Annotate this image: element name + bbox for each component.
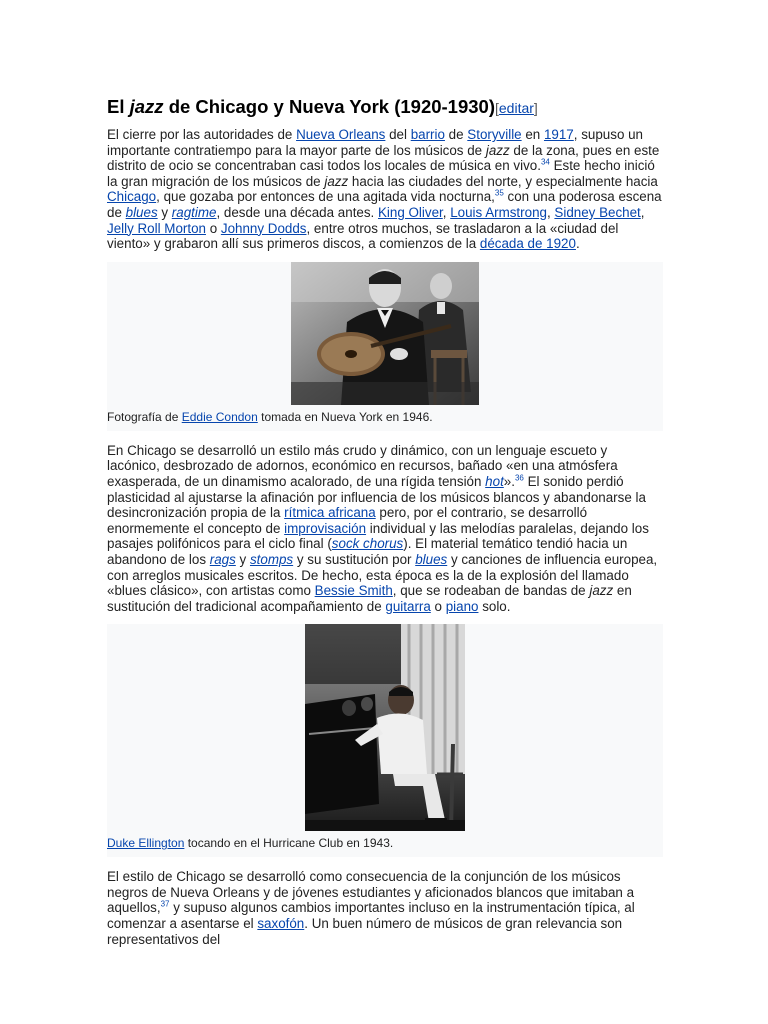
- article-section: [107, 94, 663, 947]
- link-blues[interactable]: blues: [125, 204, 158, 220]
- photo-pianist-icon[interactable]: [305, 624, 465, 831]
- link-piano[interactable]: piano: [445, 598, 479, 614]
- link-sock-chorus[interactable]: sock chorus: [331, 536, 404, 552]
- link-improvisacion[interactable]: improvisación: [284, 520, 367, 536]
- photo-guitarist-icon[interactable]: [291, 262, 479, 405]
- ref-34[interactable]: 34: [540, 157, 550, 167]
- link-barrio[interactable]: barrio: [410, 127, 445, 142]
- edit-link[interactable]: editar: [498, 100, 534, 116]
- link-blues-2[interactable]: blues: [415, 551, 448, 567]
- link-eddie-condon[interactable]: Eddie Condon: [181, 409, 258, 424]
- paragraph-1: El cierre por las autoridades de Nueva Orleans del barrio de Storyville en 1917, supuso un importante contratiempo para la mayor parte de los músicos de jazz de la zona, pues en este distrito de ocio se concentraban casi todos los locales de música en vivo.$^{34}$ Este hecho inició la gran migración de los músicos de jazz hacia las ciudades del norte, y especialmente hacia Chicago, que gozaba por entonces de una agitada vida nocturna,$^{35}$ con una poderosa escena de blues y ragtime, desde una década antes. King Oliver, Louis Armstrong, Sidney Bechet, Jelly Roll Morton o Johnny Dodds, entre otros muchos, se trasladaron a la «ciudad del viento» y grabaron allí sus primeros discos, a comienzos de la década de 1920.: [107, 127, 662, 252]
- paragraph-3: El estilo de Chicago se desarrolló como consecuencia de la conjunción de los músicos negros de Nueva Orleans y de jóvenes estudiantes y aficionados blancos que imitaban a aquellos,$^{37}$ y supuso algunos cambios importantes incluso en la instrumentación típica, al comenzar a asentarse el saxofón. Un buen número de músicos de gran relevancia son representativos del: [107, 869, 635, 947]
- link-chicago[interactable]: Chicago: [107, 189, 157, 205]
- link-saxofon[interactable]: saxofón: [257, 916, 305, 932]
- heading-text-rest: de Chicago y Nueva York (1920-1930): [163, 96, 495, 117]
- heading-text: El: [107, 96, 130, 117]
- link-ritmica-africana[interactable]: rítmica africana: [284, 505, 376, 521]
- figure-eddie-condon: [107, 262, 663, 431]
- link-ragtime[interactable]: ragtime: [171, 204, 217, 220]
- figure-caption: Duke Ellington tocando en el Hurricane Club en 1943.: [107, 836, 394, 851]
- ref-37[interactable]: 37: [160, 900, 170, 909]
- edit-section: [495, 100, 538, 116]
- link-nueva-orleans[interactable]: Nueva Orleans: [296, 127, 386, 142]
- link-johnny-dodds[interactable]: Johnny Dodds: [220, 220, 307, 236]
- link-jelly-roll-morton[interactable]: Jelly Roll Morton: [107, 220, 206, 236]
- ref-36[interactable]: 36: [514, 473, 524, 483]
- link-guitarra[interactable]: guitarra: [385, 598, 431, 614]
- link-stomps[interactable]: stomps: [249, 551, 294, 567]
- link-decada-1920[interactable]: década de 1920: [479, 236, 576, 252]
- edit-bracket-open: [: [495, 100, 499, 116]
- link-duke-ellington[interactable]: Duke Ellington: [107, 836, 185, 851]
- link-bessie-smith[interactable]: Bessie Smith: [314, 583, 393, 599]
- section-heading: [107, 94, 663, 121]
- link-hot[interactable]: hot: [485, 473, 504, 489]
- heading-jazz: jazz: [129, 96, 164, 117]
- link-sidney-bechet[interactable]: Sidney Bechet: [554, 204, 641, 220]
- ref-35[interactable]: 35: [494, 188, 504, 198]
- figure-caption: Fotografía de Eddie Condon tomada en Nueva York en 1946.: [107, 409, 433, 424]
- link-king-oliver[interactable]: King Oliver: [378, 204, 443, 220]
- figure-duke-ellington: [107, 624, 663, 857]
- link-storyville[interactable]: Storyville: [467, 127, 522, 142]
- paragraph-2: En Chicago se desarrolló un estilo más crudo y dinámico, con un lenguaje escueto y lacónico, desbrozado de adornos, económico en recursos, bañado «en una atmósfera exasperada, de un dinamismo acalorado, de una rígida tensión hot».$^{36}$ El sonido perdió plasticidad al ajustarse la afinación por influencia de los músicos blancos y abandonarse la desincronización propia de la rítmica africana pero, por el contrario, se desarrolló enormemente el concepto de improvisación individual y las melodías paralelas, dejando los pasajes polifónicos para el ciclo final (sock chorus). El material temático tendió hacia un abandono de los rags y stomps y su sustitución por blues y canciones de influencia europea, con arreglos musicales escritos. De hecho, esta época es la de la explosión del llamado «blues clásico», con artistas como Bessie Smith, que se rodeaban de bandas de jazz en sustitución del tradicional acompañamiento de guitarra o piano solo.: [107, 442, 658, 614]
- link-louis-armstrong[interactable]: Louis Armstrong: [450, 204, 547, 220]
- edit-bracket-close: ]: [533, 100, 538, 116]
- link-rags[interactable]: rags: [209, 551, 236, 567]
- link-1917[interactable]: 1917: [543, 127, 574, 142]
